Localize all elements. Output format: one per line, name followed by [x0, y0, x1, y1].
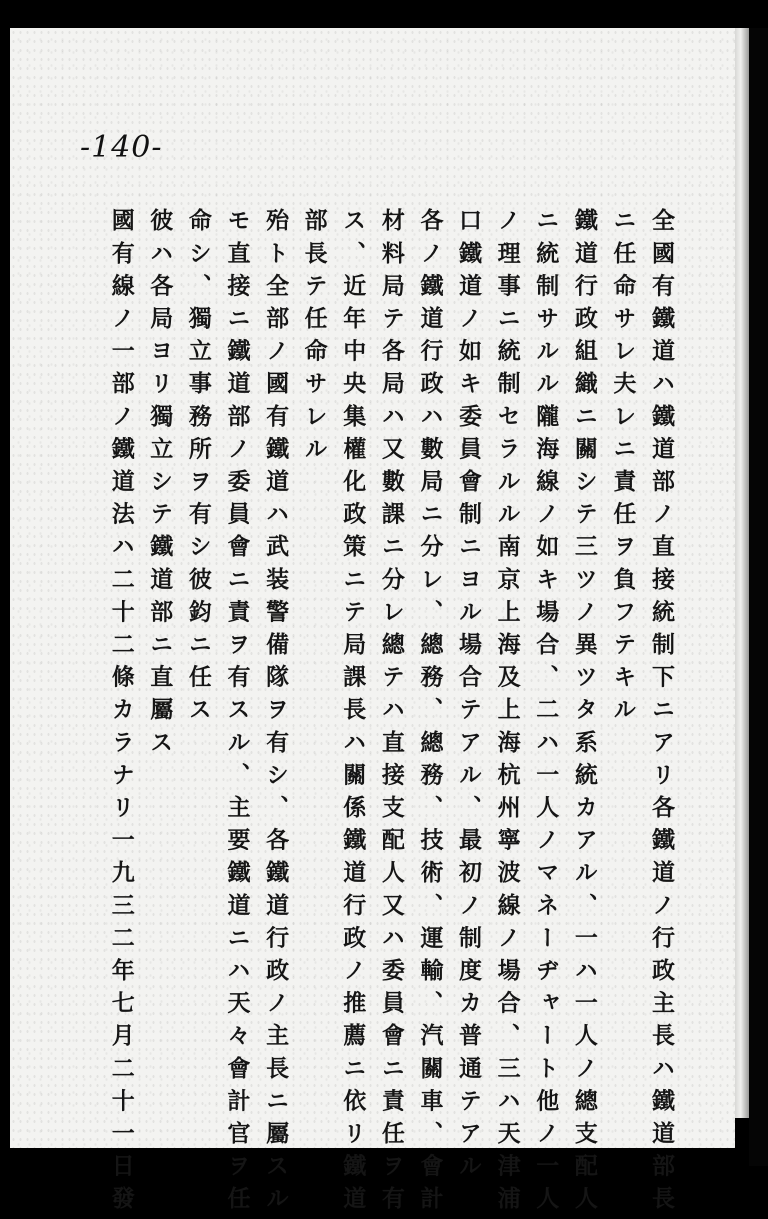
- text-column: ニ統制サルル隴海線ノ如キ場合、二ハ一人ノマネーヂャート他ノ一人: [532, 208, 560, 1219]
- text-column: ノ理事ニ統制セラルル南京上海及上海杭州寧波線ノ場合、三ハ天津浦: [493, 208, 521, 1219]
- text-column: 彼ハ各局ヨリ獨立シテ鐵道部ニ直屬ス: [146, 208, 174, 763]
- vertical-text-block: [100, 208, 680, 1219]
- text-column: 部長テ任命サレル: [300, 208, 328, 469]
- text-column: ニ任命サレ夫レニ責任ヲ負フテキル: [609, 208, 637, 730]
- text-column: 全國有鐵道ハ鐵道部ノ直接統制下ニアリ各鐵道ノ行政主長ハ鐵道部長: [648, 208, 675, 1219]
- text-column: 鐵道行政組織ニ關シテ三ツノ異ツタ系統カアル、一ハ一人ノ總支配人: [570, 208, 598, 1219]
- text-column: 材料局テ各局ハ又數課ニ分レ總テハ直接支配人又ハ委員會ニ責任ヲ有: [377, 208, 405, 1219]
- text-column: モ直接ニ鐵道部ノ委員會ニ責ヲ有スル、主要鐵道ニハ天々會計官ヲ任: [223, 208, 251, 1219]
- text-column: 口鐵道ノ如キ委員會制ニヨル場合テアル、最初ノ制度カ普通テアル: [455, 208, 483, 1186]
- text-column: 各ノ鐵道行政ハ數局ニ分レ、總務、總務、技術、運輸、汽關車、會計: [416, 208, 444, 1219]
- text-column: ス、近年中央集權化政策ニテ局課長ハ關係鐵道行政ノ推薦ニ依リ鐵道: [339, 208, 367, 1219]
- text-column: 殆ト全部ノ國有鐵道ハ武装警備隊ヲ有シ、各鐵道行政ノ主長ニ屬スル: [262, 208, 290, 1219]
- page-number: -140-: [80, 130, 163, 165]
- text-column: 國有線ノ一部ノ鐵道法ハ二十二條カラナリ一九三二年七月二十一日發: [107, 208, 135, 1219]
- text-column: 命シ、獨立事務所ヲ有シ彼鈞ニ任ス: [184, 208, 212, 730]
- page-edge: [735, 28, 749, 1118]
- book-binding: [749, 28, 768, 1166]
